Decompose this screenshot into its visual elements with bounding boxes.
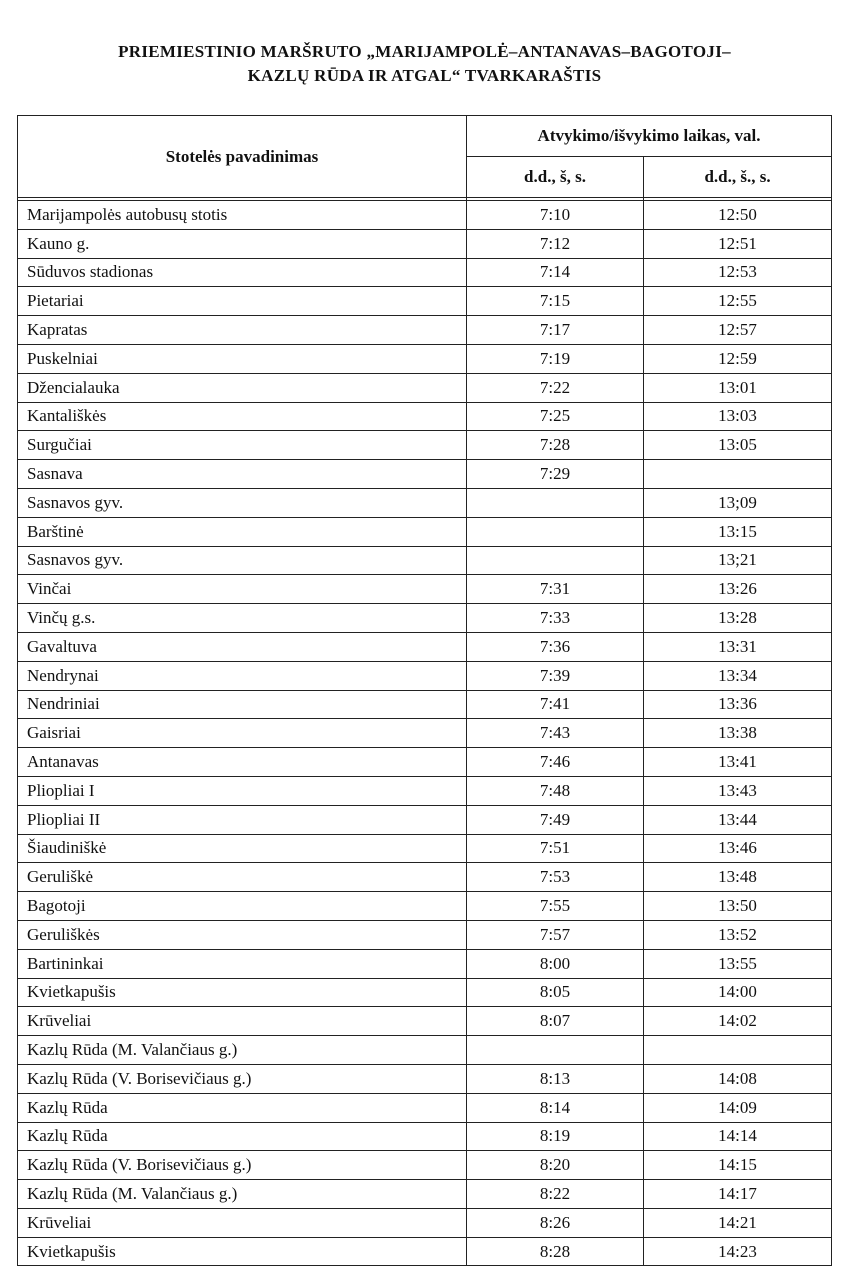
stop-name-cell: Krūveliai — [18, 1007, 467, 1036]
time-cell-col2: 14:08 — [644, 1064, 832, 1093]
time-cell-col2: 14:02 — [644, 1007, 832, 1036]
stop-name-cell: Nendriniai — [18, 690, 467, 719]
stop-name-cell: Sūduvos stadionas — [18, 258, 467, 287]
table-row — [18, 517, 832, 546]
time-cell-col2: 13:48 — [644, 863, 832, 892]
time-cell-col2: 13:46 — [644, 834, 832, 863]
time-cell-col2: 14:15 — [644, 1151, 832, 1180]
time-cell-col2: 12:50 — [644, 201, 832, 230]
time-cell-col1: 7:17 — [467, 316, 644, 345]
table-row — [18, 949, 832, 978]
table-row — [18, 546, 832, 575]
time-cell-col1: 7:55 — [467, 892, 644, 921]
table-row — [18, 402, 832, 431]
time-cell-col2: 13:55 — [644, 949, 832, 978]
time-cell-col2 — [644, 460, 832, 489]
time-cell-col2: 14:23 — [644, 1237, 832, 1266]
time-cell-col1: 7:14 — [467, 258, 644, 287]
table-row — [18, 805, 832, 834]
stop-name-cell: Geruliškės — [18, 920, 467, 949]
stop-name-cell: Džencialauka — [18, 373, 467, 402]
time-cell-col1: 7:29 — [467, 460, 644, 489]
time-cell-col1 — [467, 488, 644, 517]
time-cell-col2: 13;21 — [644, 546, 832, 575]
time-cell-col2: 14:17 — [644, 1180, 832, 1209]
stop-name-cell: Kapratas — [18, 316, 467, 345]
time-cell-col2: 13:34 — [644, 661, 832, 690]
time-cell-col1: 7:39 — [467, 661, 644, 690]
time-cell-col2: 13;09 — [644, 488, 832, 517]
time-cell-col1: 7:57 — [467, 920, 644, 949]
title-line-2: KAZLŲ RŪDA IR ATGAL“ TVARKARAŠTIS — [247, 66, 602, 85]
table-row — [18, 863, 832, 892]
time-cell-col1: 7:31 — [467, 575, 644, 604]
stop-name-cell: Kvietkapušis — [18, 1237, 467, 1266]
stop-name-cell: Pliopliai I — [18, 776, 467, 805]
stop-name-cell: Kantališkės — [18, 402, 467, 431]
table-row — [18, 1064, 832, 1093]
stop-name-cell: Pliopliai II — [18, 805, 467, 834]
table-row — [18, 1208, 832, 1237]
time-cell-col1: 8:07 — [467, 1007, 644, 1036]
time-cell-col1 — [467, 517, 644, 546]
stop-name-cell: Pietariai — [18, 287, 467, 316]
time-cell-col1: 7:33 — [467, 604, 644, 633]
time-cell-col2: 13:01 — [644, 373, 832, 402]
time-cell-col2: 12:51 — [644, 229, 832, 258]
stop-name-cell: Bagotoji — [18, 892, 467, 921]
time-cell-col2: 12:57 — [644, 316, 832, 345]
table-row — [18, 1180, 832, 1209]
time-cell-col2: 13:52 — [644, 920, 832, 949]
table-row — [18, 575, 832, 604]
time-cell-col1: 7:53 — [467, 863, 644, 892]
table-row — [18, 719, 832, 748]
table-row — [18, 1151, 832, 1180]
time-cell-col2: 13:36 — [644, 690, 832, 719]
table-row — [18, 1007, 832, 1036]
stop-name-cell: Kazlų Rūda (M. Valančiaus g.) — [18, 1036, 467, 1065]
time-cell-col2: 14:14 — [644, 1122, 832, 1151]
table-row — [18, 287, 832, 316]
stop-name-cell: Surgučiai — [18, 431, 467, 460]
time-cell-col2: 13:03 — [644, 402, 832, 431]
table-row — [18, 920, 832, 949]
time-cell-col1: 7:22 — [467, 373, 644, 402]
time-cell-col1: 8:22 — [467, 1180, 644, 1209]
stop-name-cell: Gaisriai — [18, 719, 467, 748]
stop-name-cell: Šiaudiniškė — [18, 834, 467, 863]
table-row — [18, 978, 832, 1007]
time-cell-col2: 13:43 — [644, 776, 832, 805]
table-row — [18, 1093, 832, 1122]
time-cell-col1: 7:46 — [467, 748, 644, 777]
table-row — [18, 661, 832, 690]
stop-name-cell: Kazlų Rūda (V. Borisevičiaus g.) — [18, 1151, 467, 1180]
time-cell-col2: 12:55 — [644, 287, 832, 316]
time-cell-col1: 7:28 — [467, 431, 644, 460]
table-row — [18, 1122, 832, 1151]
time-cell-col2: 13:05 — [644, 431, 832, 460]
table-row — [18, 1237, 832, 1266]
time-cell-col1: 7:51 — [467, 834, 644, 863]
time-cell-col1: 7:41 — [467, 690, 644, 719]
stop-name-cell: Kazlų Rūda (M. Valančiaus g.) — [18, 1180, 467, 1209]
header-days-col2: d.d., š., s. — [644, 157, 832, 198]
table-row — [18, 776, 832, 805]
stop-name-cell: Kazlų Rūda (V. Borisevičiaus g.) — [18, 1064, 467, 1093]
stop-name-cell: Antanavas — [18, 748, 467, 777]
stop-name-cell: Nendrynai — [18, 661, 467, 690]
table-row — [18, 201, 832, 230]
time-cell-col1: 7:36 — [467, 632, 644, 661]
time-cell-col1 — [467, 546, 644, 575]
time-cell-col2: 14:09 — [644, 1093, 832, 1122]
table-row — [18, 258, 832, 287]
time-cell-col1: 7:48 — [467, 776, 644, 805]
table-row — [18, 690, 832, 719]
table-row — [18, 892, 832, 921]
stop-name-cell: Puskelniai — [18, 344, 467, 373]
stop-name-cell: Marijampolės autobusų stotis — [18, 201, 467, 230]
time-cell-col1: 8:14 — [467, 1093, 644, 1122]
table-row — [18, 488, 832, 517]
stop-name-cell: Vinčai — [18, 575, 467, 604]
time-cell-col1: 7:43 — [467, 719, 644, 748]
time-cell-col1: 8:19 — [467, 1122, 644, 1151]
time-cell-col2: 14:21 — [644, 1208, 832, 1237]
time-cell-col1 — [467, 1036, 644, 1065]
time-cell-col1: 8:13 — [467, 1064, 644, 1093]
header-time: Atvykimo/išvykimo laikas, val. — [467, 116, 832, 157]
time-cell-col2: 13:50 — [644, 892, 832, 921]
time-cell-col2: 13:15 — [644, 517, 832, 546]
time-cell-col2 — [644, 1036, 832, 1065]
time-cell-col2: 14:00 — [644, 978, 832, 1007]
time-cell-col2: 13:41 — [644, 748, 832, 777]
time-cell-col2: 13:31 — [644, 632, 832, 661]
time-cell-col1: 8:26 — [467, 1208, 644, 1237]
stop-name-cell: Kazlų Rūda — [18, 1122, 467, 1151]
time-cell-col1: 7:10 — [467, 201, 644, 230]
table-row — [18, 632, 832, 661]
schedule-rows — [18, 201, 832, 1266]
time-cell-col1: 7:25 — [467, 402, 644, 431]
stop-name-cell: Geruliškė — [18, 863, 467, 892]
time-cell-col1: 7:12 — [467, 229, 644, 258]
stop-name-cell: Sasnava — [18, 460, 467, 489]
table-row — [18, 344, 832, 373]
schedule-table — [17, 115, 832, 1266]
table-row — [18, 431, 832, 460]
stop-name-cell: Bartininkai — [18, 949, 467, 978]
time-cell-col1: 8:00 — [467, 949, 644, 978]
time-cell-col2: 12:53 — [644, 258, 832, 287]
stop-name-cell: Kazlų Rūda — [18, 1093, 467, 1122]
stop-name-cell: Sasnavos gyv. — [18, 488, 467, 517]
time-cell-col2: 13:28 — [644, 604, 832, 633]
time-cell-col1: 8:28 — [467, 1237, 644, 1266]
table-row — [18, 373, 832, 402]
table-row — [18, 604, 832, 633]
stop-name-cell: Barštinė — [18, 517, 467, 546]
table-row — [18, 460, 832, 489]
header-days-col1: d.d., š, s. — [467, 157, 644, 198]
time-cell-col2: 12:59 — [644, 344, 832, 373]
time-cell-col2: 13:26 — [644, 575, 832, 604]
table-row — [18, 316, 832, 345]
table-row — [18, 748, 832, 777]
time-cell-col1: 8:05 — [467, 978, 644, 1007]
table-row — [18, 229, 832, 258]
time-cell-col2: 13:44 — [644, 805, 832, 834]
stop-name-cell: Kauno g. — [18, 229, 467, 258]
stop-name-cell: Sasnavos gyv. — [18, 546, 467, 575]
title-line-1: PRIEMIESTINIO MARŠRUTO „MARIJAMPOLĖ–ANTANAVAS–BAGOTOJI– — [118, 42, 731, 61]
table-row — [18, 1036, 832, 1065]
table-row — [18, 834, 832, 863]
time-cell-col2: 13:38 — [644, 719, 832, 748]
time-cell-col1: 7:15 — [467, 287, 644, 316]
stop-name-cell: Kvietkapušis — [18, 978, 467, 1007]
time-cell-col1: 7:49 — [467, 805, 644, 834]
stop-name-cell: Gavaltuva — [18, 632, 467, 661]
stop-name-cell: Vinčų g.s. — [18, 604, 467, 633]
time-cell-col1: 7:19 — [467, 344, 644, 373]
header-stop-name: Stotelės pavadinimas — [18, 116, 467, 198]
document-title — [0, 40, 849, 88]
stop-name-cell: Krūveliai — [18, 1208, 467, 1237]
time-cell-col1: 8:20 — [467, 1151, 644, 1180]
